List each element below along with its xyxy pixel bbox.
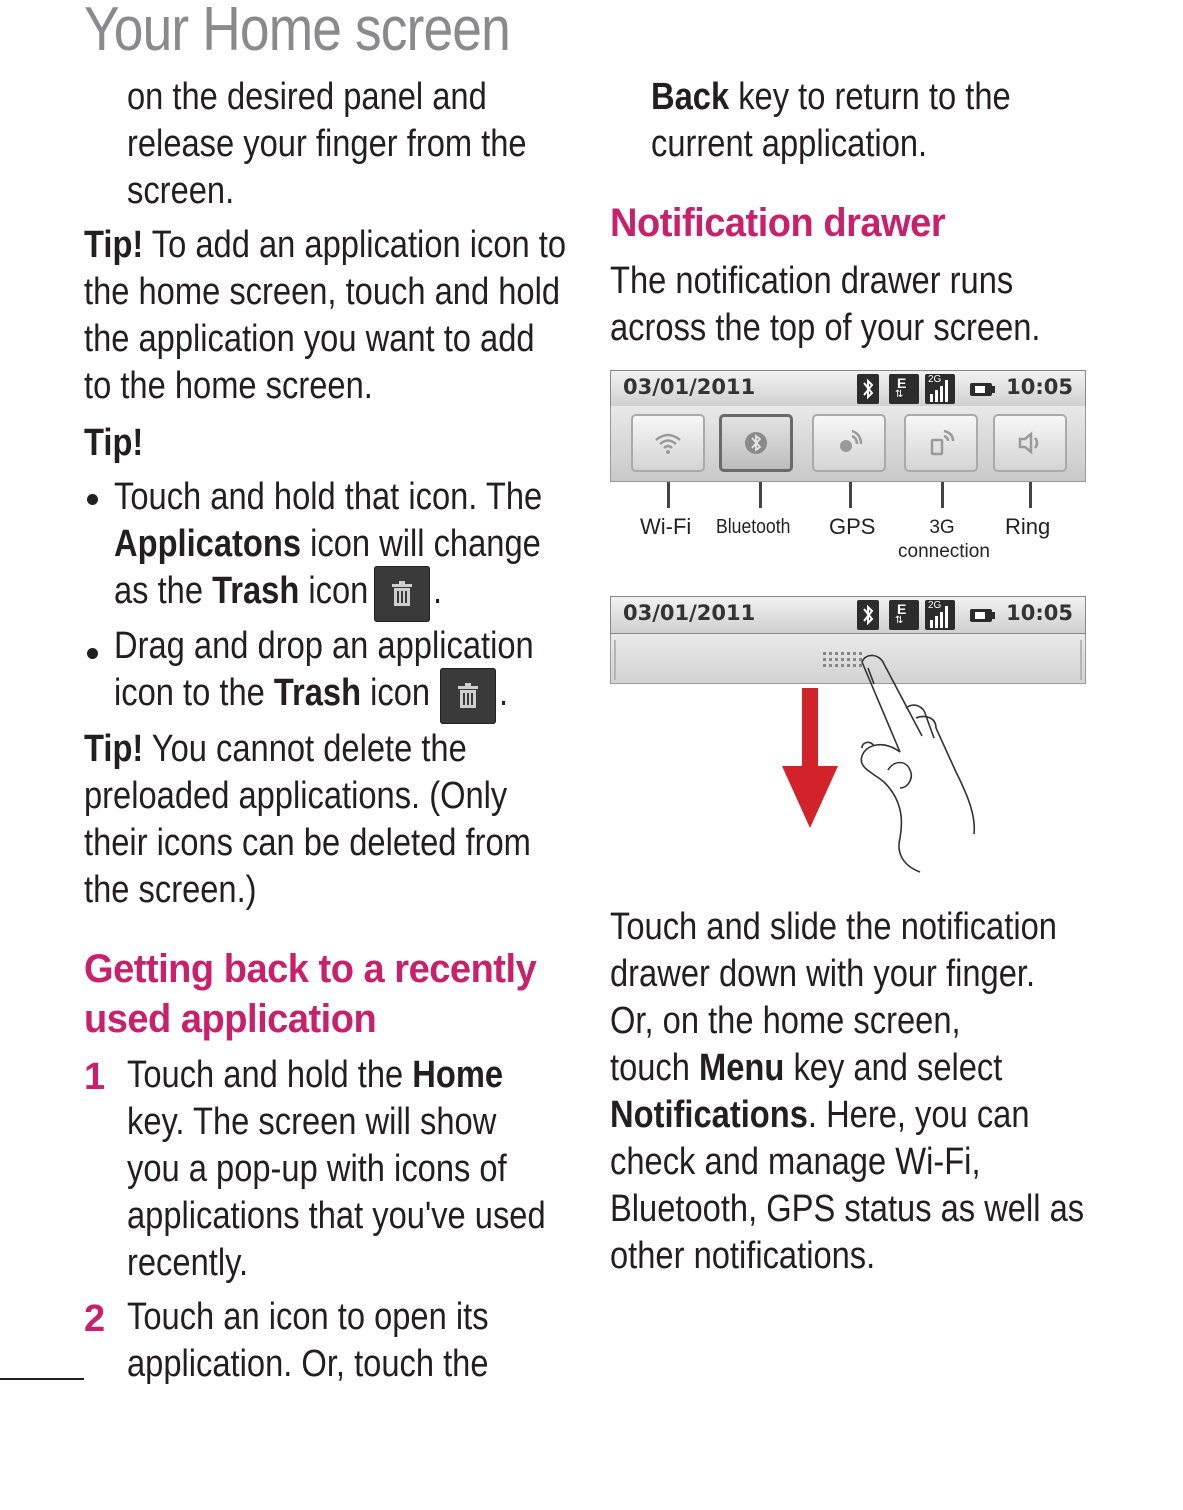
- status-bar: [610, 596, 1086, 634]
- gps-toggle[interactable]: [812, 414, 886, 472]
- step-number: 2: [84, 1298, 106, 1340]
- speaker-icon: [1015, 428, 1045, 458]
- status-time: 10:05: [1006, 375, 1073, 399]
- label-wifi: Wi-Fi: [640, 514, 692, 539]
- bluetooth-icon: [857, 374, 879, 404]
- gps-icon: [834, 428, 864, 458]
- tip-label-2: Tip!: [84, 422, 144, 464]
- callout-line: [667, 482, 670, 508]
- label-gps: GPS: [829, 514, 876, 539]
- bullet-dot: [87, 494, 98, 505]
- arrow-down-icon: [782, 688, 838, 828]
- trash-icon: [374, 566, 430, 622]
- ring-toggle[interactable]: [993, 414, 1067, 472]
- step-number: 1: [84, 1056, 106, 1098]
- bluetooth-icon: [857, 600, 879, 630]
- bullet-period: .: [433, 570, 443, 612]
- bluetooth-icon: [741, 428, 771, 458]
- footer-rule: [0, 1378, 84, 1380]
- signal-icon: 2G: [925, 600, 955, 630]
- callout-line: [849, 482, 852, 508]
- wifi-toggle[interactable]: [631, 414, 705, 472]
- bullet-touch-hold: Touch and hold that icon. The Applicatons icon will change as the Trash icon: [114, 476, 543, 612]
- status-time: 10:05: [1006, 601, 1073, 625]
- step-1: Touch and hold the Home key. The screen will show you a pop-up with icons of applications that you've used recently.: [127, 1054, 546, 1284]
- label-3g-connection: 3G connection: [898, 517, 990, 562]
- callout-line: [759, 482, 762, 508]
- network-e-icon: E ⇅: [889, 600, 919, 630]
- notification-intro: The notification drawer runs across the top of your screen.: [610, 260, 1041, 349]
- tip-cannot-delete: Tip! You cannot delete the preloaded applications. (Only their icons can be deleted from the screen.): [84, 728, 531, 911]
- tip-add-icon: Tip! To add an application icon to the home screen, touch and hold the application you want to add to the home screen.: [84, 224, 567, 407]
- step-2: Touch an icon to open its application. Or, touch the: [127, 1296, 489, 1385]
- bullet-drag-drop: Drag and drop an application icon to the Trash icon: [114, 625, 534, 714]
- bullet-period: .: [499, 672, 509, 714]
- callout-line: [941, 482, 944, 508]
- callout-line: [1029, 482, 1032, 508]
- bluetooth-toggle[interactable]: [719, 414, 793, 472]
- finger-icon: [844, 648, 984, 876]
- data-connection-icon: [926, 428, 956, 458]
- data-connection-toggle[interactable]: [904, 414, 978, 472]
- status-date: 03/01/2011: [623, 601, 756, 625]
- label-bluetooth: Bluetooth: [716, 516, 791, 538]
- trash-icon: [440, 668, 496, 724]
- quick-toggles: [610, 406, 1086, 482]
- signal-icon: 2G: [925, 374, 955, 404]
- back-key-paragraph: Back key to return to the current application.: [651, 76, 1011, 165]
- intro-paragraph: on the desired panel and release your finger from the screen.: [127, 76, 527, 212]
- notification-description: Touch and slide the notification drawer down with your finger. Or, on the home screen, touch Menu key and select Notifications. Here, you can check and manage Wi-Fi, Bluetooth, GPS status as well as other notifications.: [610, 906, 1085, 1277]
- status-date: 03/01/2011: [623, 375, 756, 399]
- page-title: Your Home screen: [84, 0, 510, 64]
- section-heading-recent: Getting back to a recently used application: [84, 947, 537, 1041]
- section-heading-notification: Notification drawer: [610, 201, 946, 245]
- network-e-icon: E ⇅: [889, 374, 919, 404]
- label-ring: Ring: [1005, 514, 1051, 539]
- battery-icon: [967, 374, 997, 404]
- tip-label: Tip!: [84, 224, 144, 266]
- status-bar: [610, 370, 1086, 408]
- bullet-dot: [87, 648, 98, 659]
- battery-icon: [967, 600, 997, 630]
- wifi-icon: [653, 428, 683, 458]
